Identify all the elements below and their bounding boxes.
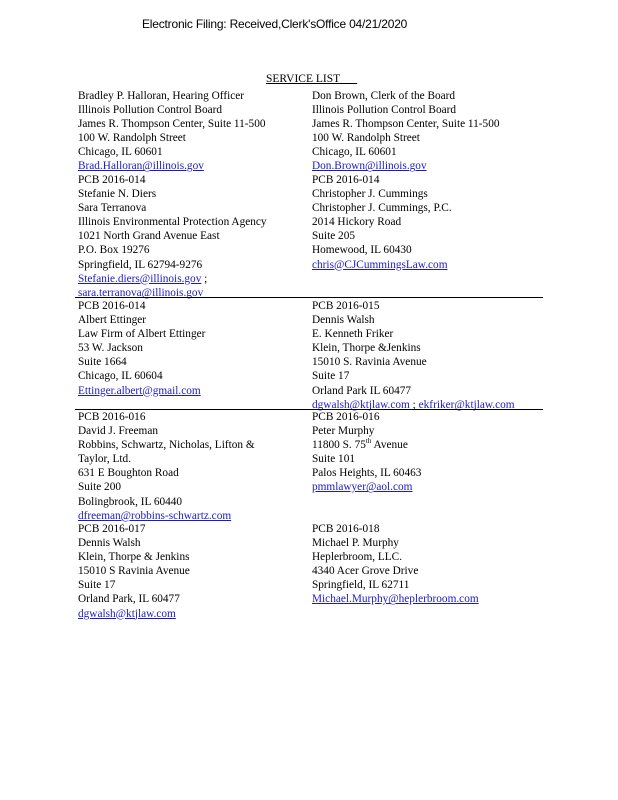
service-entry-walsh-friker: PCB 2016-015 Dennis Walsh E. Kenneth Friker Klein, Thorpe &Jenkins 15010 S. Ravinia Avenue Suite 17 Orland Park IL 60477 dgwalsh@ktjlaw.com ; ekfriker@ktjlaw.com: [312, 299, 544, 412]
entry-line: PCB 2016-014: [78, 300, 146, 312]
entry-line: Suite 1664: [78, 356, 127, 369]
entry-line: Homewood, IL 60430: [312, 244, 412, 257]
entry-address-line: 11800 S. 75th Avenue: [312, 437, 408, 452]
entry-line: Bolingbrook, IL 60440: [78, 495, 183, 508]
service-entry-cummings: [312, 173, 544, 272]
entry-line: PCB 2016-018: [312, 523, 380, 535]
entry-line: Springfield, IL 62711: [312, 579, 410, 592]
filing-stamp: Electronic Filing: Received,Clerk'sOffice 04/21/2020: [142, 17, 408, 31]
service-entry-ettinger: [78, 299, 310, 398]
entry-line: Peter Murphy: [312, 425, 375, 438]
service-entry-diers: PCB 2016-014 Stefanie N. Diers Sara Terranova Illinois Environmental Protection Agency 1021 North Grand Avenue East P.O. Box 19276 Springfield, IL 62794-9276 Stefanie.diers@illinois.gov ; sara.terranova@illinois.gov: [78, 173, 310, 300]
entry-line: Dennis Walsh: [78, 537, 141, 550]
entry-line: Stefanie N. Diers: [78, 188, 157, 201]
page-title: SERVICE LIST: [266, 73, 340, 85]
entry-line: Illinois Pollution Control Board: [78, 104, 223, 117]
service-entry-halloran: [78, 89, 310, 174]
section-divider: [75, 297, 543, 298]
entry-line: Robbins, Schwartz, Nicholas, Lifton &: [78, 439, 255, 452]
entry-line: Sara Terranova: [78, 202, 147, 215]
email-link[interactable]: Stefanie.diers@illinois.gov: [78, 272, 202, 285]
service-entry-murphy-michael: [312, 522, 544, 607]
entry-line: David J. Freeman: [78, 425, 158, 438]
entry-line: Michael P. Murphy: [312, 537, 399, 550]
entry-line: P.O. Box 19276: [78, 244, 150, 257]
entry-line: PCB 2016-016: [78, 411, 146, 423]
entry-line: Chicago, IL 60604: [78, 370, 163, 383]
entry-line: Bradley P. Halloran, Hearing Officer: [78, 90, 245, 102]
entry-line: James R. Thompson Center, Suite 11-500: [312, 118, 500, 131]
entry-line: PCB 2016-014: [78, 174, 146, 186]
entry-line: Chicago, IL 60601: [312, 146, 397, 159]
entry-line: Klein, Thorpe & Jenkins: [78, 551, 190, 564]
entry-line: Christopher J. Cummings: [312, 188, 428, 201]
entry-line: Orland Park IL 60477: [312, 384, 412, 397]
entry-line: Taylor, Ltd.: [78, 453, 132, 466]
email-link[interactable]: Ettinger.albert@gmail.com: [78, 384, 201, 397]
entry-line: Heplerbroom, LLC.: [312, 551, 403, 564]
entry-line: Illinois Pollution Control Board: [312, 104, 457, 117]
service-entry-brown: [312, 89, 544, 174]
entry-line: Dennis Walsh: [312, 314, 375, 327]
entry-line: Palos Heights, IL 60463: [312, 467, 422, 480]
entry-line: 1021 North Grand Avenue East: [78, 230, 220, 243]
entry-line: 631 E Boughton Road: [78, 467, 179, 480]
entry-line: Suite 200: [78, 481, 121, 494]
entry-line: Don Brown, Clerk of the Board: [312, 90, 456, 102]
entry-line: Springfield, IL 62794-9276: [78, 258, 203, 271]
email-link[interactable]: Brad.Halloran@illinois.gov: [78, 160, 204, 173]
entry-line: 53 W. Jackson: [78, 342, 143, 355]
email-link[interactable]: Michael.Murphy@heplerbroom.com: [312, 593, 479, 606]
entry-line: 100 W. Randolph Street: [312, 132, 420, 145]
entry-line: Chicago, IL 60601: [78, 146, 163, 159]
entry-line: E. Kenneth Friker: [312, 328, 394, 341]
entry-line: Klein, Thorpe &Jenkins: [312, 342, 421, 355]
service-entry-walsh: [78, 522, 310, 621]
email-link[interactable]: ekfriker@ktjlaw.com: [418, 398, 515, 411]
entry-line: 2014 Hickory Road: [312, 216, 402, 229]
email-link[interactable]: dgwalsh@ktjlaw.com: [78, 607, 176, 620]
entry-line: 100 W. Randolph Street: [78, 132, 186, 145]
entry-line: Albert Ettinger: [78, 314, 147, 327]
email-link[interactable]: dfreeman@robbins-schwartz.com: [78, 509, 232, 522]
entry-line: Suite 17: [78, 579, 116, 592]
service-entry-murphy-peter: [312, 410, 544, 495]
entry-line: Illinois Environmental Protection Agency: [78, 216, 267, 229]
entry-line: Suite 17: [312, 370, 350, 383]
entry-line: PCB 2016-015: [312, 300, 380, 312]
email-link[interactable]: pmmlawyer@aol.com: [312, 481, 413, 494]
entry-line: PCB 2016-014: [312, 174, 380, 186]
email-link[interactable]: chris@CJCummingsLaw.com: [312, 258, 448, 271]
entry-line: Suite 205: [312, 230, 355, 243]
entry-line: Orland Park, IL 60477: [78, 593, 180, 606]
entry-line: James R. Thompson Center, Suite 11-500: [78, 118, 266, 131]
email-link[interactable]: dgwalsh@ktjlaw.com: [312, 398, 410, 411]
service-entry-freeman: [78, 410, 310, 523]
entry-line: 4340 Acer Grove Drive: [312, 565, 419, 578]
entry-line: Christopher J. Cummings, P.C.: [312, 202, 452, 215]
entry-line: Suite 101: [312, 453, 355, 466]
entry-line: Law Firm of Albert Ettinger: [78, 328, 206, 341]
email-link[interactable]: sara.terranova@illinois.gov: [78, 286, 204, 299]
entry-line: PCB 2016-016: [312, 411, 380, 423]
entry-line: 15010 S Ravinia Avenue: [78, 565, 190, 578]
entry-line: 15010 S. Ravinia Avenue: [312, 356, 427, 369]
email-link[interactable]: Don.Brown@illinois.gov: [312, 160, 427, 173]
entry-line: PCB 2016-017: [78, 523, 146, 535]
